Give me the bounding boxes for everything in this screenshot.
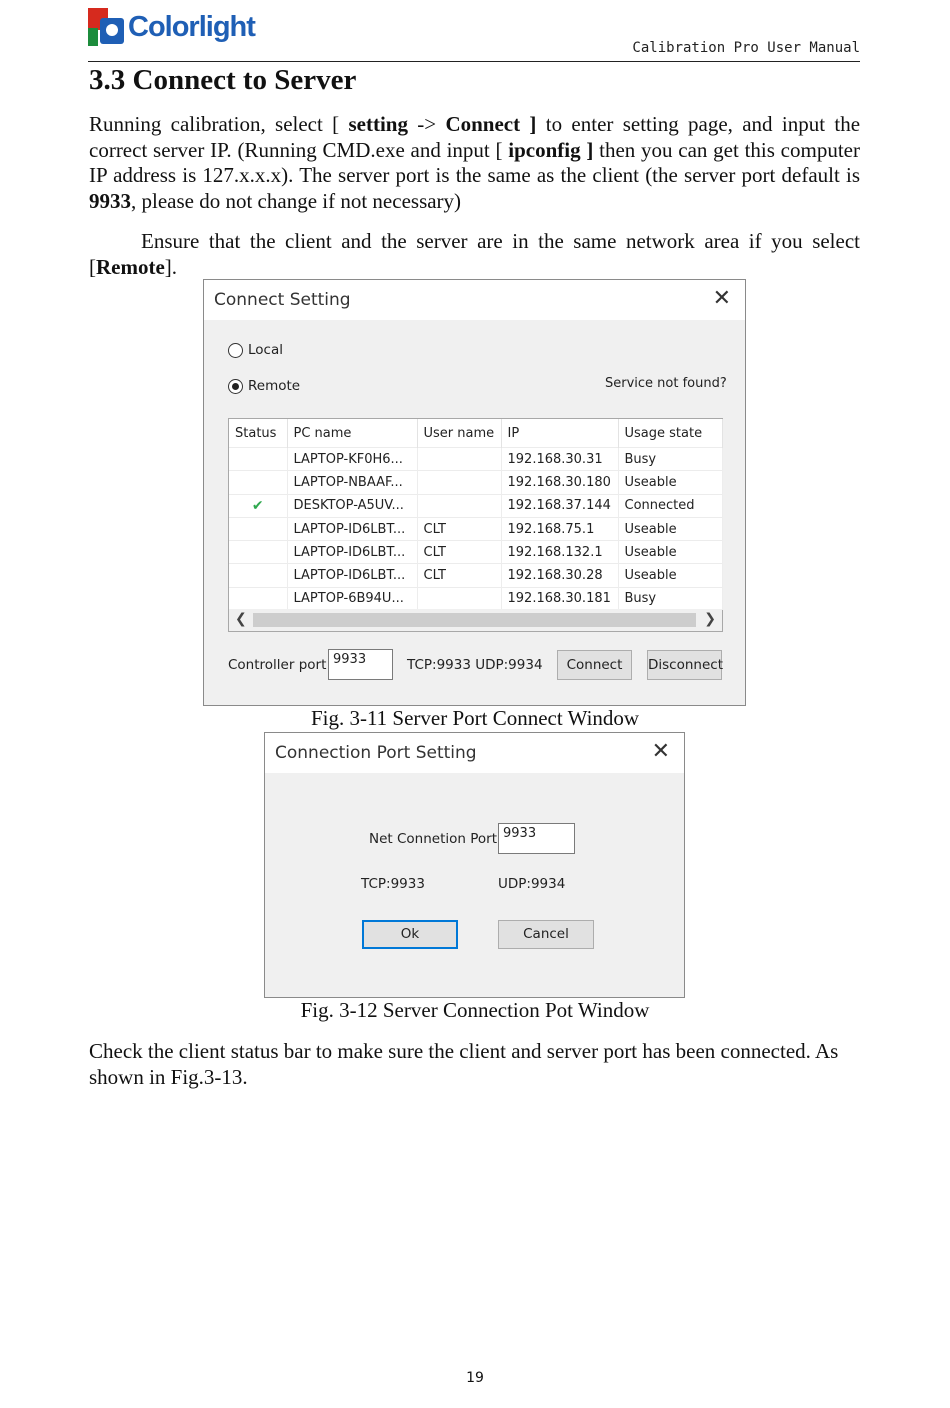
- close-icon[interactable]: ✕: [712, 286, 731, 311]
- cell-status: [229, 564, 287, 587]
- net-connection-port-input[interactable]: 9933: [498, 823, 575, 854]
- column-header-usage-state[interactable]: Usage state: [618, 419, 722, 448]
- radio-remote-label: Remote: [248, 378, 301, 394]
- cell-user-name: [417, 471, 501, 494]
- net-connection-port-label: Net Connetion Port: [369, 831, 498, 847]
- cell-pc-name: DESKTOP-A5UV...: [287, 494, 417, 517]
- service-not-found-link[interactable]: Service not found?: [605, 376, 727, 391]
- paragraph-status-check: Check the client status bar to make sure the client and server port has been connected. As shown in Fig.3-13.: [89, 1039, 839, 1089]
- cell-status: [229, 471, 287, 494]
- table-row[interactable]: [229, 471, 722, 494]
- cell-usage-state: Useable: [618, 564, 722, 587]
- connected-check-icon: ✔: [229, 494, 287, 517]
- controller-port-input[interactable]: 9933: [328, 649, 393, 680]
- title-bar: [204, 280, 745, 320]
- column-header-ip[interactable]: IP: [501, 419, 618, 448]
- paragraph-remote-note: Ensure that the client and the server are in the same network area if you select [Remote].: [89, 229, 860, 279]
- figure-caption-3-11: Fig. 3-11 Server Port Connect Window: [310, 706, 640, 730]
- cell-user-name: [417, 448, 501, 471]
- cell-usage-state: Useable: [618, 471, 722, 494]
- cell-ip: 192.168.37.144: [501, 494, 618, 517]
- connect-button[interactable]: Connect: [557, 650, 632, 680]
- cancel-button[interactable]: Cancel: [498, 920, 594, 949]
- cell-pc-name: LAPTOP-6B94U...: [287, 587, 417, 610]
- table-row[interactable]: [229, 587, 722, 610]
- cell-ip: 192.168.30.28: [501, 564, 618, 587]
- section-title: 3.3 Connect to Server: [89, 64, 357, 96]
- cell-usage-state: Busy: [618, 448, 722, 471]
- horizontal-scrollbar[interactable]: [229, 609, 722, 631]
- cell-usage-state: Connected: [618, 494, 722, 517]
- radio-local[interactable]: [228, 342, 283, 358]
- cell-usage-state: Useable: [618, 541, 722, 564]
- cell-status: [229, 587, 287, 610]
- connection-port-setting-window: [264, 732, 685, 998]
- connect-setting-window: [203, 279, 746, 706]
- tcp-label: TCP:9933: [361, 876, 425, 892]
- column-header-pc-name[interactable]: PC name: [287, 419, 417, 448]
- table-row[interactable]: [229, 494, 722, 517]
- page-number: 19: [466, 1370, 484, 1386]
- window-title: Connect Setting: [214, 290, 351, 310]
- ok-button[interactable]: Ok: [362, 920, 458, 949]
- server-list-table: [228, 418, 723, 632]
- cell-ip: 192.168.75.1: [501, 517, 618, 540]
- cell-status: [229, 517, 287, 540]
- radio-local-indicator[interactable]: [228, 343, 243, 358]
- cell-user-name: CLT: [417, 541, 501, 564]
- cell-pc-name: LAPTOP-NBAAF...: [287, 471, 417, 494]
- cell-pc-name: LAPTOP-KF0H6...: [287, 448, 417, 471]
- tcp-udp-label: TCP:9933 UDP:9934: [407, 657, 543, 673]
- table-row[interactable]: [229, 448, 722, 471]
- figure-caption-3-12: Fig. 3-12 Server Connection Pot Window: [300, 998, 650, 1022]
- table-row[interactable]: [229, 564, 722, 587]
- scrollbar-thumb[interactable]: [253, 613, 696, 627]
- header-divider: [88, 61, 860, 62]
- colorlight-logo: [88, 8, 255, 46]
- cell-ip: 192.168.132.1: [501, 541, 618, 564]
- cell-status: [229, 541, 287, 564]
- scroll-left-icon[interactable]: ❮: [235, 611, 247, 627]
- cell-user-name: [417, 587, 501, 610]
- radio-remote[interactable]: [228, 378, 300, 394]
- cell-pc-name: LAPTOP-ID6LBT...: [287, 564, 417, 587]
- cell-usage-state: Busy: [618, 587, 722, 610]
- cell-status: [229, 448, 287, 471]
- controller-port-label: Controller port: [228, 657, 327, 673]
- table-header-row: [229, 419, 722, 448]
- table-row[interactable]: [229, 517, 722, 540]
- radio-remote-indicator[interactable]: [228, 379, 243, 394]
- table-row[interactable]: [229, 541, 722, 564]
- window-title: Connection Port Setting: [275, 743, 477, 763]
- cell-user-name: [417, 494, 501, 517]
- disconnect-button[interactable]: Disconnect: [647, 650, 722, 680]
- column-header-user-name[interactable]: User name: [417, 419, 501, 448]
- cell-pc-name: LAPTOP-ID6LBT...: [287, 517, 417, 540]
- colorlight-logo-icon: [88, 8, 124, 46]
- scroll-right-icon[interactable]: ❯: [704, 611, 716, 627]
- cell-user-name: CLT: [417, 517, 501, 540]
- paragraph-connect-instructions: Running calibration, select [ setting -> Connect ] to enter setting page, and input the correct server IP. (Running CMD.exe and input [ ipconfig ] then you can get this computer IP address is 127.x.x.x). The server port is the same as the client (the server port default is 9933, please do not change if not necessary): [89, 112, 861, 213]
- column-header-status[interactable]: Status: [229, 419, 287, 448]
- cell-user-name: CLT: [417, 564, 501, 587]
- cell-usage-state: Useable: [618, 517, 722, 540]
- cell-ip: 192.168.30.181: [501, 587, 618, 610]
- udp-label: UDP:9934: [498, 876, 566, 892]
- cell-ip: 192.168.30.180: [501, 471, 618, 494]
- radio-local-label: Local: [248, 342, 283, 358]
- cell-ip: 192.168.30.31: [501, 448, 618, 471]
- close-icon[interactable]: ✕: [651, 739, 670, 764]
- document-title: Calibration Pro User Manual: [632, 40, 860, 56]
- cell-pc-name: LAPTOP-ID6LBT...: [287, 541, 417, 564]
- title-bar: [265, 733, 684, 773]
- logo-text: Colorlight: [128, 10, 255, 43]
